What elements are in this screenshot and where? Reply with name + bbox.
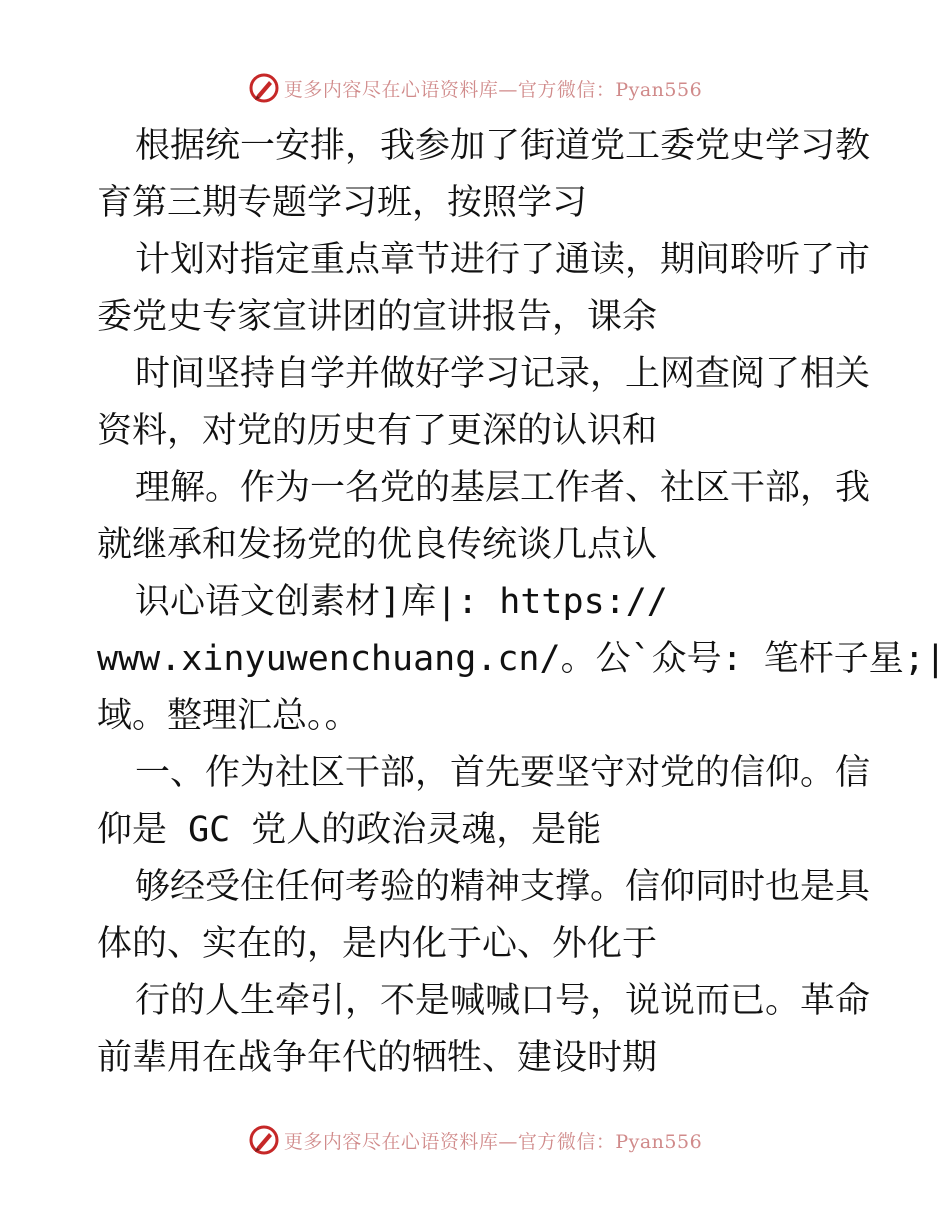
text-line: 行的人生牵引，不是喊喊口号，说说而已。革命 [135,981,871,1021]
text-line: 够经受住任何考验的精神支撑。信仰同时也是具 [135,867,871,907]
pen-logo-icon [248,1124,280,1156]
text-line: 资料，对党的历史有了更深的认识和 [97,411,658,451]
text-line: 域。整理汇总。。 [97,696,360,736]
text-line: 委党史专家宣讲团的宣讲报告，课余 [97,297,658,337]
text-line: www.xinyuwenchuang.cn/。公`众号: 笔杆子星;| [97,639,946,679]
text-line: 就继承和发扬党的优良传统谈几点认 [97,525,658,565]
text-line: 育第三期专题学习班，按照学习 [97,183,588,223]
text-line: 一、作为社区干部，首先要坚守对党的信仰。信 [135,753,871,793]
text-line: 前辈用在战争年代的牺牲、建设时期 [97,1038,658,1078]
banner-text: 更多内容尽在心语资料库—官方微信：Pyan556 [283,1130,703,1153]
text-line: 体的、实在的，是内化于心、外化于 [97,924,658,964]
text-line: 计划对指定重点章节进行了通读，期间聆听了市 [135,240,871,280]
document-body [97,118,946,1087]
footer-banner [0,1122,950,1158]
text-line: 仰是 GC 党人的政治灵魂，是能 [97,810,602,850]
text-line: 时间坚持自学并做好学习记录，上网查阅了相关 [135,354,871,394]
text-line: 根据统一安排，我参加了街道党工委党史学习教 [135,126,871,166]
text-line: 识心语文创素材]库|: https:// [135,582,668,622]
pen-logo-icon [248,72,280,104]
header-banner [0,70,950,106]
banner-text: 更多内容尽在心语资料库—官方微信：Pyan556 [283,78,703,101]
text-line: 理解。作为一名党的基层工作者、社区干部，我 [135,468,871,508]
